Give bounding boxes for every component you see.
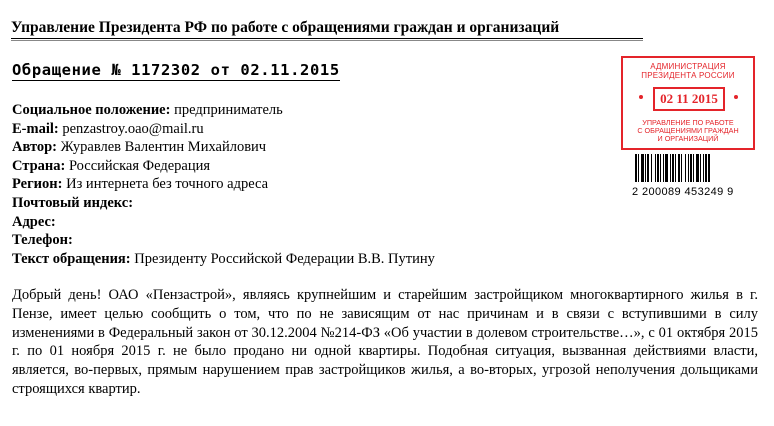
barcode-bar <box>657 154 659 182</box>
field-value: предприниматель <box>174 102 283 118</box>
field-value: Российская Федерация <box>68 157 211 174</box>
stamp-line-2: ПРЕЗИДЕНТА РОССИИ <box>641 71 735 80</box>
registration-stamp <box>621 56 755 150</box>
stamp-footer <box>623 119 753 144</box>
field-value: Президенту Российской Федерации В.В. Путину <box>134 250 435 267</box>
barcode-bar <box>635 154 637 182</box>
field-label: Телефон: <box>12 232 73 249</box>
document-title: Обращение № 1172302 от 02.11.2015 <box>12 61 340 79</box>
field-value: Из интернета без точного адреса <box>66 176 269 193</box>
field-region <box>12 175 435 194</box>
stamp-dot-right <box>734 95 738 99</box>
stamp-bottom-line-3: И ОРГАНИЗАЦИЙ <box>657 134 719 144</box>
stamp-bottom-line-2: С ОБРАЩЕНИЯМИ ГРАЖДАН <box>637 126 739 136</box>
barcode-bar <box>678 154 680 182</box>
barcode-bar <box>672 154 674 182</box>
metadata-fields <box>12 101 435 268</box>
field-label: Адрес: <box>12 213 56 230</box>
field-email <box>12 120 435 139</box>
field-value: Журавлев Валентин Михайлович <box>60 139 267 156</box>
field-label: Страна: <box>12 157 66 174</box>
barcode-bar <box>675 154 676 182</box>
field-label: Автор: <box>12 139 58 156</box>
barcode-bar <box>690 154 692 182</box>
barcode <box>635 154 755 182</box>
barcode-bar <box>651 154 652 182</box>
barcode-bar <box>688 154 689 182</box>
barcode-bar <box>663 154 664 182</box>
field-phone <box>12 231 435 250</box>
barcode-bar <box>705 154 707 182</box>
stamp-date: 02 11 2015 <box>653 87 725 111</box>
field-value: penzastroy.oao@mail.ru <box>62 120 204 137</box>
barcode-bar <box>647 154 649 182</box>
field-appeal-text <box>12 250 435 269</box>
barcode-bar <box>660 154 661 182</box>
barcode-bar <box>641 154 644 182</box>
field-label: Почтовый индекс: <box>12 194 134 211</box>
field-author <box>12 138 435 157</box>
field-address <box>12 213 435 232</box>
barcode-bar <box>638 154 639 182</box>
barcode-bar <box>670 154 671 182</box>
field-label: E-mail: <box>12 120 59 137</box>
field-postal-code <box>12 194 435 213</box>
barcode-bar <box>685 154 686 182</box>
appeal-body: Добрый день! ОАО «Пензастрой», являясь крупнейшим и старейшим застройщиком многоквартирного жилья в г. Пензе, имеет целью сообщить о том, что по не зависящим от нас причинам и в связи с вступившими в силу изменениями в Федеральный закон от 30.12.2004 №214-ФЗ «Об участии в долевом строительстве…», с 01 октября 2015 г. по 01 ноября 2015 г. не было продано ни одной квартиры. Подобная ситуация, вызванная действиями власти, является, во-первых, прямым нарушением прав застройщиков жилья, а во-вторых, угрозой неполучения дольщиками строящихся квартир. <box>12 287 758 397</box>
field-label: Социальное положение: <box>12 102 171 118</box>
stamp-dot-left <box>639 95 643 99</box>
barcode-bar <box>665 154 668 182</box>
field-country <box>12 157 435 176</box>
barcode-bar <box>693 154 694 182</box>
barcode-bar <box>700 154 701 182</box>
barcode-bar <box>703 154 704 182</box>
barcode-number: 2 200089 453249 9 <box>632 186 734 198</box>
barcode-bar <box>696 154 699 182</box>
barcode-bar <box>655 154 656 182</box>
field-label: Текст обращения: <box>12 250 131 267</box>
stamp-line-1: АДМИНИСТРАЦИЯ <box>650 62 726 71</box>
header-divider <box>11 40 643 41</box>
field-social-status <box>12 101 435 120</box>
stamp-bottom-line-1: УПРАВЛЕНИЕ ПО РАБОТЕ <box>642 118 734 127</box>
organization-header: Управление Президента РФ по работе с обращениями граждан и организаций <box>11 19 643 39</box>
stamp-header <box>623 62 753 80</box>
barcode-bar <box>645 154 646 182</box>
field-label: Регион: <box>12 176 63 193</box>
barcode-bar <box>681 154 682 182</box>
barcode-bar <box>708 154 710 182</box>
